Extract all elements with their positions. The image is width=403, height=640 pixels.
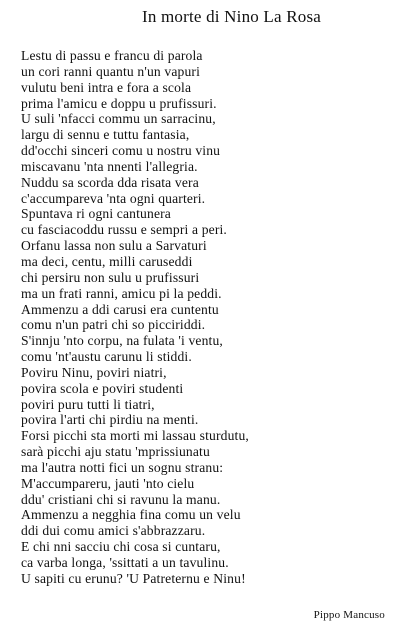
poem-line: povira scola e poviri studenti xyxy=(21,380,184,396)
poem-line: Nuddu sa scorda dda risata vera xyxy=(21,174,199,190)
poem-line: comu n'un patri chi so picciriddi. xyxy=(21,317,206,333)
poem-line: ma deci, centu, milli caruseddi xyxy=(21,253,193,269)
poem-line: prima l'amicu e doppu u prufissuri. xyxy=(21,95,217,111)
poem-line: U sapiti cu erunu? 'U Patreternu e Ninu! xyxy=(21,570,246,586)
poem-title: In morte di Nino La Rosa xyxy=(141,7,322,26)
poem-line: chi persiru non sulu u prufissuri xyxy=(21,269,200,285)
poem-line: Orfanu lassa non sulu a Sarvaturi xyxy=(21,238,207,254)
poem-line: sarà picchi aju statu 'mprissiunatu xyxy=(21,444,210,460)
poem-line: vulutu beni intra e fora a scola xyxy=(21,79,192,95)
poem-line: un cori ranni quantu n'un vapuri xyxy=(21,63,201,79)
poem-line: M'accumpareru, jauti 'nto cielu xyxy=(21,475,195,491)
poem-line: poviri puru tutti li tiatri, xyxy=(21,396,155,412)
poem-line: miscavanu 'nta nnenti l'allegria. xyxy=(21,158,198,174)
poem-line: ddi dui comu amici s'abbrazzaru. xyxy=(21,523,206,539)
poem-line: Forsi picchi sta morti mi lassau sturdutu, xyxy=(21,428,249,444)
poem-line: Ammenzu a negghia fina comu un velu xyxy=(21,507,241,523)
poem-line: S'innju 'nto corpu, na fulata 'i ventu, xyxy=(21,333,223,349)
poem-body xyxy=(21,48,396,587)
poem-line: ma l'autra notti fici un sognu stranu: xyxy=(21,459,224,475)
poem-line: ddu' cristiani chi si ravunu la manu. xyxy=(21,491,221,507)
poem-line: c'accumpareva 'nta ogni quarteri. xyxy=(21,190,206,206)
poem-line: Lestu di passu e francu di parola xyxy=(21,48,203,63)
poem-line: Ammenzu a ddi carusi era cuntentu xyxy=(21,301,219,317)
poem-line: E chi nni sacciu chi cosa si cuntaru, xyxy=(21,539,221,555)
poem-line: ma un frati ranni, amicu pi la peddi. xyxy=(21,285,222,301)
poem-author: Pippo Mancuso xyxy=(313,609,385,621)
poem-line: dd'occhi sinceri comu u nostru vinu xyxy=(21,143,221,159)
poem-line: povira l'arti chi pirdiu na menti. xyxy=(21,412,199,428)
poem-line: ca varba longa, 'ssittati a un tavulinu. xyxy=(21,555,229,570)
poem-line: Spuntava ri ogni cantunera xyxy=(21,206,171,222)
poem-line: comu 'nt'austu carunu li stiddi. xyxy=(21,349,192,365)
poem-line: cu fasciacoddu russu e sempri a peri. xyxy=(21,222,227,238)
poem-line: largu di sennu e tuttu fantasia, xyxy=(21,127,190,143)
poem-line: Poviru Ninu, poviri niatri, xyxy=(21,364,167,380)
poem-line: U suli 'nfacci commu un sarracinu, xyxy=(21,111,216,127)
